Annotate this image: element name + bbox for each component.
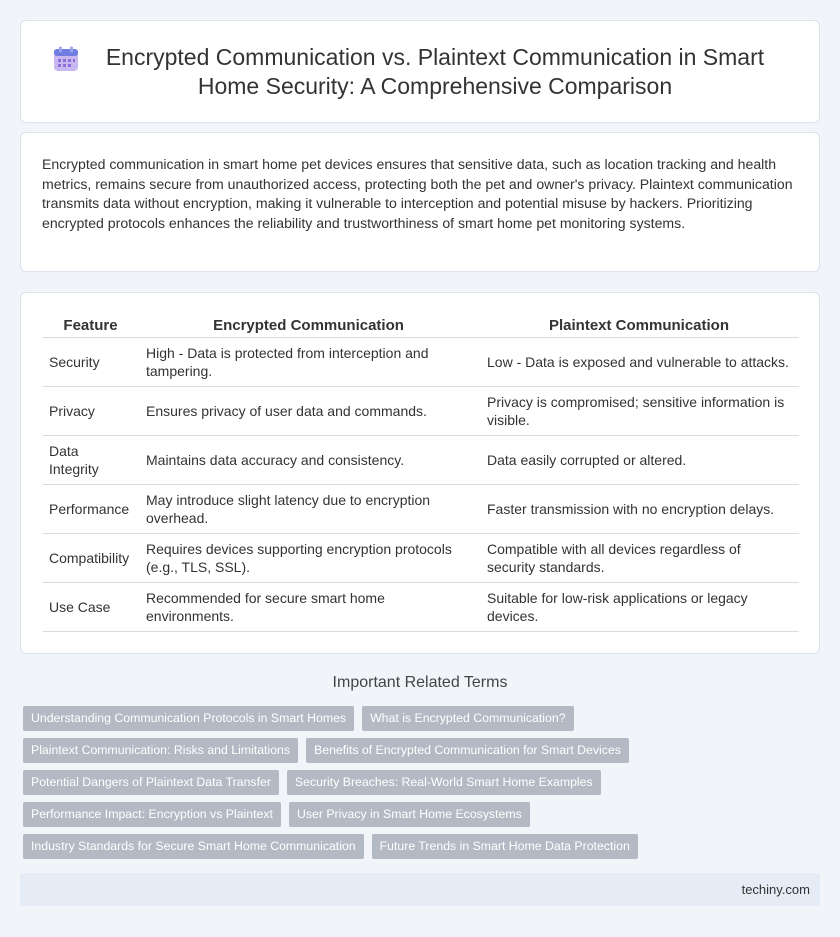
- related-tag[interactable]: Performance Impact: Encryption vs Plaintext: [23, 802, 281, 827]
- tag-row: [23, 706, 574, 731]
- tag-row: [23, 802, 530, 827]
- plaintext-cell: Privacy is compromised; sensitive information is visible.: [479, 386, 799, 435]
- plaintext-cell: Compatible with all devices regardless of security standards.: [479, 533, 799, 582]
- related-tag[interactable]: Security Breaches: Real-World Smart Home Examples: [287, 770, 601, 795]
- encrypted-cell: May introduce slight latency due to encryption overhead.: [138, 484, 479, 533]
- encrypted-cell: Recommended for secure smart home environments.: [138, 582, 479, 631]
- plaintext-cell: Suitable for low-risk applications or legacy devices.: [479, 582, 799, 631]
- plaintext-cell: Faster transmission with no encryption delays.: [479, 484, 799, 533]
- page-title: Encrypted Communication vs. Plaintext Communication in Smart Home Security: A Comprehensive Comparison: [105, 43, 765, 99]
- related-tag[interactable]: User Privacy in Smart Home Ecosystems: [289, 802, 530, 827]
- header-plaintext: Plaintext Communication: [479, 315, 799, 337]
- table-row: [43, 582, 799, 631]
- feature-cell: Security: [43, 337, 138, 386]
- plaintext-cell: Low - Data is exposed and vulnerable to attacks.: [479, 337, 799, 386]
- tag-row: [23, 738, 629, 763]
- header-feature: Feature: [43, 315, 138, 337]
- related-tag[interactable]: Understanding Communication Protocols in Smart Homes: [23, 706, 354, 731]
- comparison-card: [20, 292, 820, 654]
- comparison-table: [43, 315, 799, 632]
- table-row: [43, 533, 799, 582]
- related-tag[interactable]: Potential Dangers of Plaintext Data Transfer: [23, 770, 279, 795]
- tag-row: [23, 770, 601, 795]
- table-header-row: [43, 315, 799, 337]
- table-row: [43, 386, 799, 435]
- feature-cell: Performance: [43, 484, 138, 533]
- title-card: [20, 20, 820, 123]
- related-tag[interactable]: What is Encrypted Communication?: [362, 706, 573, 731]
- encrypted-cell: High - Data is protected from interception and tampering.: [138, 337, 479, 386]
- related-tag[interactable]: Plaintext Communication: Risks and Limitations: [23, 738, 298, 763]
- intro-paragraph: Encrypted communication in smart home pet devices ensures that sensitive data, such as location tracking and health metrics, remains secure from unauthorized access, protecting both the pet and owner's privacy. Plaintext communication transmits data without encryption, making it vulnerable to interception and potential misuse by hackers. Prioritizing encrypted protocols enhances the reliability and trustworthiness of smart home pet monitoring systems.: [42, 156, 793, 231]
- related-tag[interactable]: Future Trends in Smart Home Data Protection: [372, 834, 638, 859]
- feature-cell: Use Case: [43, 582, 138, 631]
- encrypted-cell: Maintains data accuracy and consistency.: [138, 435, 479, 484]
- tag-row: [23, 834, 638, 859]
- encrypted-cell: Requires devices supporting encryption protocols (e.g., TLS, SSL).: [138, 533, 479, 582]
- table-row: [43, 337, 799, 386]
- encrypted-cell: Ensures privacy of user data and commands.: [138, 386, 479, 435]
- feature-cell: Data Integrity: [43, 435, 138, 484]
- footer-site-link[interactable]: techiny.com: [741, 882, 810, 897]
- table-row: [43, 435, 799, 484]
- feature-cell: Privacy: [43, 386, 138, 435]
- related-terms-title: Important Related Terms: [332, 674, 508, 691]
- plaintext-cell: Data easily corrupted or altered.: [479, 435, 799, 484]
- header-encrypted: Encrypted Communication: [138, 315, 479, 337]
- table-row: [43, 484, 799, 533]
- related-tag[interactable]: Benefits of Encrypted Communication for Smart Devices: [306, 738, 629, 763]
- related-tag[interactable]: Industry Standards for Secure Smart Home Communication: [23, 834, 364, 859]
- feature-cell: Compatibility: [43, 533, 138, 582]
- footer: [20, 873, 820, 906]
- intro-card: [20, 132, 820, 272]
